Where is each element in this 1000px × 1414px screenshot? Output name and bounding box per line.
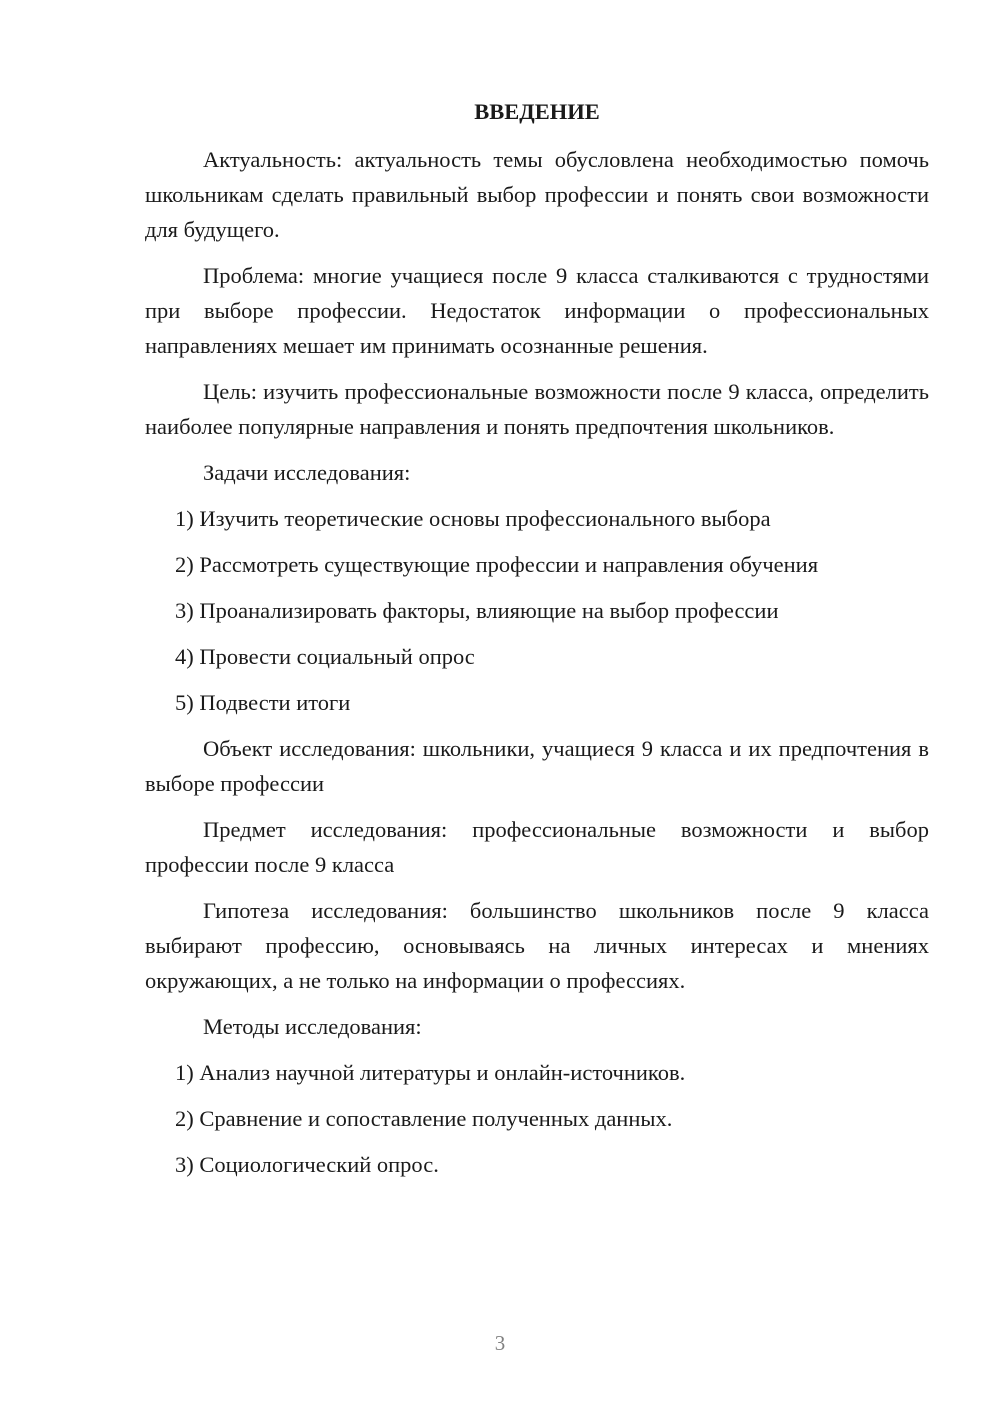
object-paragraph: Объект исследования: школьники, учащиеся 9 класса и их предпочтения в выборе профессии	[145, 736, 929, 796]
list-item: 2) Сравнение и сопоставление полученных данных.	[175, 1106, 673, 1131]
tasks-list	[145, 501, 929, 720]
page-number: 3	[494, 1331, 506, 1355]
list-item: 5) Подвести итоги	[175, 690, 351, 715]
section-title: ВВЕДЕНИЕ	[474, 99, 600, 124]
methods-heading: Методы исследования:	[203, 1014, 422, 1039]
subject-paragraph: Предмет исследования: профессиональные возможности и выбор профессии после 9 класса	[145, 817, 929, 877]
list-item: 4) Провести социальный опрос	[175, 644, 475, 669]
list-item: 1) Изучить теоретические основы профессионального выбора	[175, 506, 771, 531]
problem-paragraph: Проблема: многие учащиеся после 9 класса сталкиваются с трудностями при выборе профессии. Недостаток информации о профессиональных направлениях мешает им принимать осознанные решения.	[145, 263, 929, 358]
list-item: 3) Социологический опрос.	[175, 1152, 439, 1177]
tasks-heading: Задачи исследования:	[203, 460, 411, 485]
list-item: 3) Проанализировать факторы, влияющие на выбор профессии	[175, 598, 779, 623]
goal-paragraph: Цель: изучить профессиональные возможности после 9 класса, определить наиболее популярные направления и понять предпочтения школьников.	[145, 379, 929, 439]
relevance-paragraph: Актуальность: актуальность темы обусловлена необходимостью помочь школьникам сделать правильный выбор профессии и понять свои возможности для будущего.	[145, 147, 929, 242]
list-item: 2) Рассмотреть существующие профессии и направления обучения	[175, 552, 819, 577]
list-item: 1) Анализ научной литературы и онлайн-источников.	[175, 1060, 686, 1085]
hypothesis-paragraph: Гипотеза исследования: большинство школьников после 9 класса выбирают профессию, основываясь на личных интересах и мнениях окружающих, а не только на информации о профессиях.	[145, 898, 929, 993]
document-page	[145, 96, 929, 1193]
methods-list	[145, 1055, 929, 1182]
